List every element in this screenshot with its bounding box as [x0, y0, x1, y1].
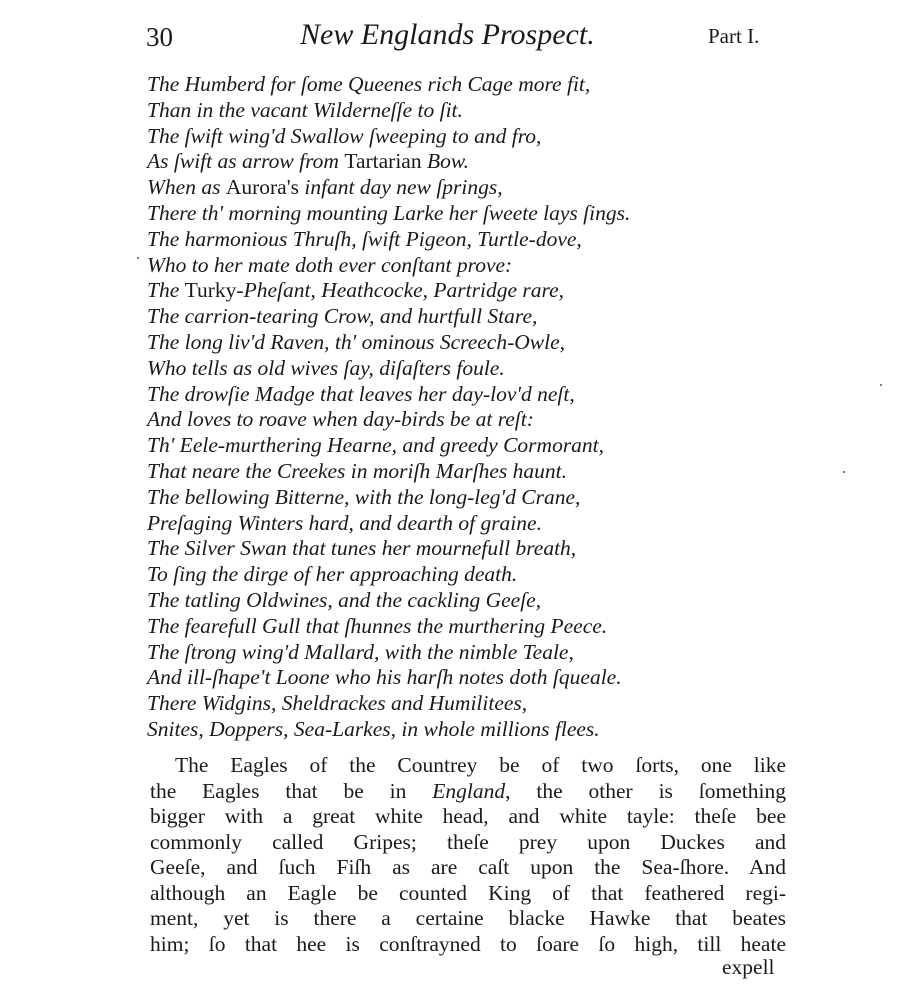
- prose-text: bigger with a great white head, and white tayle: theſe bee: [150, 804, 786, 828]
- verse-text: That neare the Creekes in moriſh Marſhes haunt.: [147, 458, 567, 483]
- prose-text: England: [432, 778, 506, 803]
- verse-text: Th' Eele-murthering Hearne, and greedy Cormorant,: [147, 433, 605, 458]
- verse-text: Tartarian: [344, 149, 422, 174]
- verse-text: The harmonious Thruſh, ſwift Pigeon, Turtle-dove,: [147, 226, 582, 251]
- prose-text: The Eagles of the Countrey be of two ſorts, one like: [175, 753, 786, 777]
- verse-text: Bow.: [421, 149, 469, 174]
- verse-line: [147, 253, 630, 279]
- verse-text: Who to her mate doth ever conſtant prove:: [147, 252, 513, 277]
- verse-text: As ſwift as arrow from: [147, 149, 345, 174]
- verse-line: [147, 485, 630, 511]
- poem-verses: [147, 72, 630, 743]
- verse-line: [147, 511, 630, 537]
- verse-line: [147, 278, 630, 304]
- prose-text: although an Eagle be counted King of that feathered regi-: [150, 880, 786, 905]
- verse-text: And ill-ſhape't Loone who his harſh notes doth ſqueale.: [147, 665, 622, 690]
- verse-line: [147, 304, 630, 330]
- verse-line: [147, 407, 630, 433]
- verse-line: [147, 149, 630, 175]
- verse-text: There Widgins, Sheldrackes and Humilitees,: [147, 691, 528, 716]
- verse-text: Turky-: [184, 278, 244, 303]
- running-head: [0, 18, 899, 58]
- verse-line: [147, 459, 630, 485]
- verse-line: [147, 382, 630, 408]
- verse-text: The Humberd for ſome Queenes rich Cage more fit,: [147, 72, 591, 96]
- verse-text: The fearefull Gull that ſhunnes the murthering Peece.: [147, 613, 608, 638]
- verse-text: The tatling Oldwines, and the cackling Geeſe,: [147, 587, 542, 612]
- verse-line: [147, 201, 630, 227]
- prose-text: the Eagles that be in: [150, 778, 433, 803]
- prose-line: [150, 830, 786, 856]
- print-speck: [843, 471, 845, 473]
- verse-line: [147, 691, 630, 717]
- verse-text: The long liv'd Raven, th' ominous Screech-Owle,: [147, 329, 566, 354]
- verse-text: To ſing the dirge of her approaching death.: [147, 562, 518, 587]
- verse-text: Snites, Doppers, Sea-Larkes, in whole millions flees.: [147, 716, 600, 741]
- verse-line: [147, 98, 630, 124]
- verse-text: infant day new ſprings,: [298, 175, 503, 200]
- prose-line: [150, 779, 786, 805]
- verse-line: [147, 614, 630, 640]
- verse-line: [147, 562, 630, 588]
- verse-text: The drowſie Madge that leaves her day-lov'd neſt,: [147, 381, 575, 406]
- part-label: Part I.: [708, 24, 760, 48]
- prose-line: [150, 932, 786, 958]
- prose-line: [150, 753, 786, 779]
- verse-text: Pheſant, Heathcocke, Partridge rare,: [243, 278, 564, 303]
- verse-text: Than in the vacant Wilderneſſe to ſit.: [147, 97, 463, 122]
- page-number: 30: [146, 22, 173, 52]
- verse-line: [147, 356, 630, 382]
- prose-line: [150, 881, 786, 907]
- prose-line: [150, 906, 786, 932]
- verse-text: When as: [147, 175, 226, 200]
- verse-text: Who tells as old wives ſay, diſaſters foule.: [147, 355, 505, 380]
- verse-text: The ſwift wing'd Swallow ſweeping to and fro,: [147, 123, 542, 148]
- prose-line: [150, 804, 786, 830]
- prose-text: ment, yet is there a certaine blacke Hawke that beates: [150, 906, 786, 930]
- book-title: New Englands Prospect.: [300, 18, 595, 51]
- prose-text: , the other is ſomething: [505, 778, 786, 803]
- verse-line: [147, 330, 630, 356]
- catchword: expell: [722, 955, 775, 979]
- verse-text: The bellowing Bitterne, with the long-leg'd Crane,: [147, 484, 581, 509]
- verse-text: There th' morning mounting Larke her ſweete lays ſings.: [147, 200, 631, 225]
- prose-text: Geeſe, and ſuch Fiſh as are caſt upon the Sea-ſhore. And: [150, 855, 786, 879]
- verse-text: Aurora's: [225, 175, 299, 200]
- prose-paragraph: [150, 753, 786, 957]
- prose-text: commonly called Gripes; theſe prey upon Duckes and: [150, 829, 786, 854]
- verse-line: [147, 536, 630, 562]
- verse-line: [147, 717, 630, 743]
- verse-line: [147, 640, 630, 666]
- verse-text: The ſtrong wing'd Mallard, with the nimble Teale,: [147, 639, 574, 664]
- prose-line: [150, 855, 786, 881]
- verse-line: [147, 72, 630, 98]
- prose-text: him; ſo that hee is conſtrayned to ſoare ſo high, till heate: [150, 931, 786, 956]
- verse-text: The carrion-tearing Crow, and hurtfull Stare,: [147, 304, 538, 329]
- verse-text: And loves to roave when day-birds be at reſt:: [147, 407, 534, 432]
- verse-line: [147, 588, 630, 614]
- verse-text: The Silver Swan that tunes her mournefull breath,: [147, 536, 577, 561]
- verse-line: [147, 124, 630, 150]
- verse-line: [147, 433, 630, 459]
- verse-text: Preſaging Winters hard, and dearth of graine.: [147, 510, 542, 535]
- verse-line: [147, 227, 630, 253]
- print-speck: [880, 384, 882, 386]
- verse-line: [147, 665, 630, 691]
- verse-line: [147, 175, 630, 201]
- verse-text: The: [147, 278, 185, 303]
- print-speck: [137, 257, 139, 259]
